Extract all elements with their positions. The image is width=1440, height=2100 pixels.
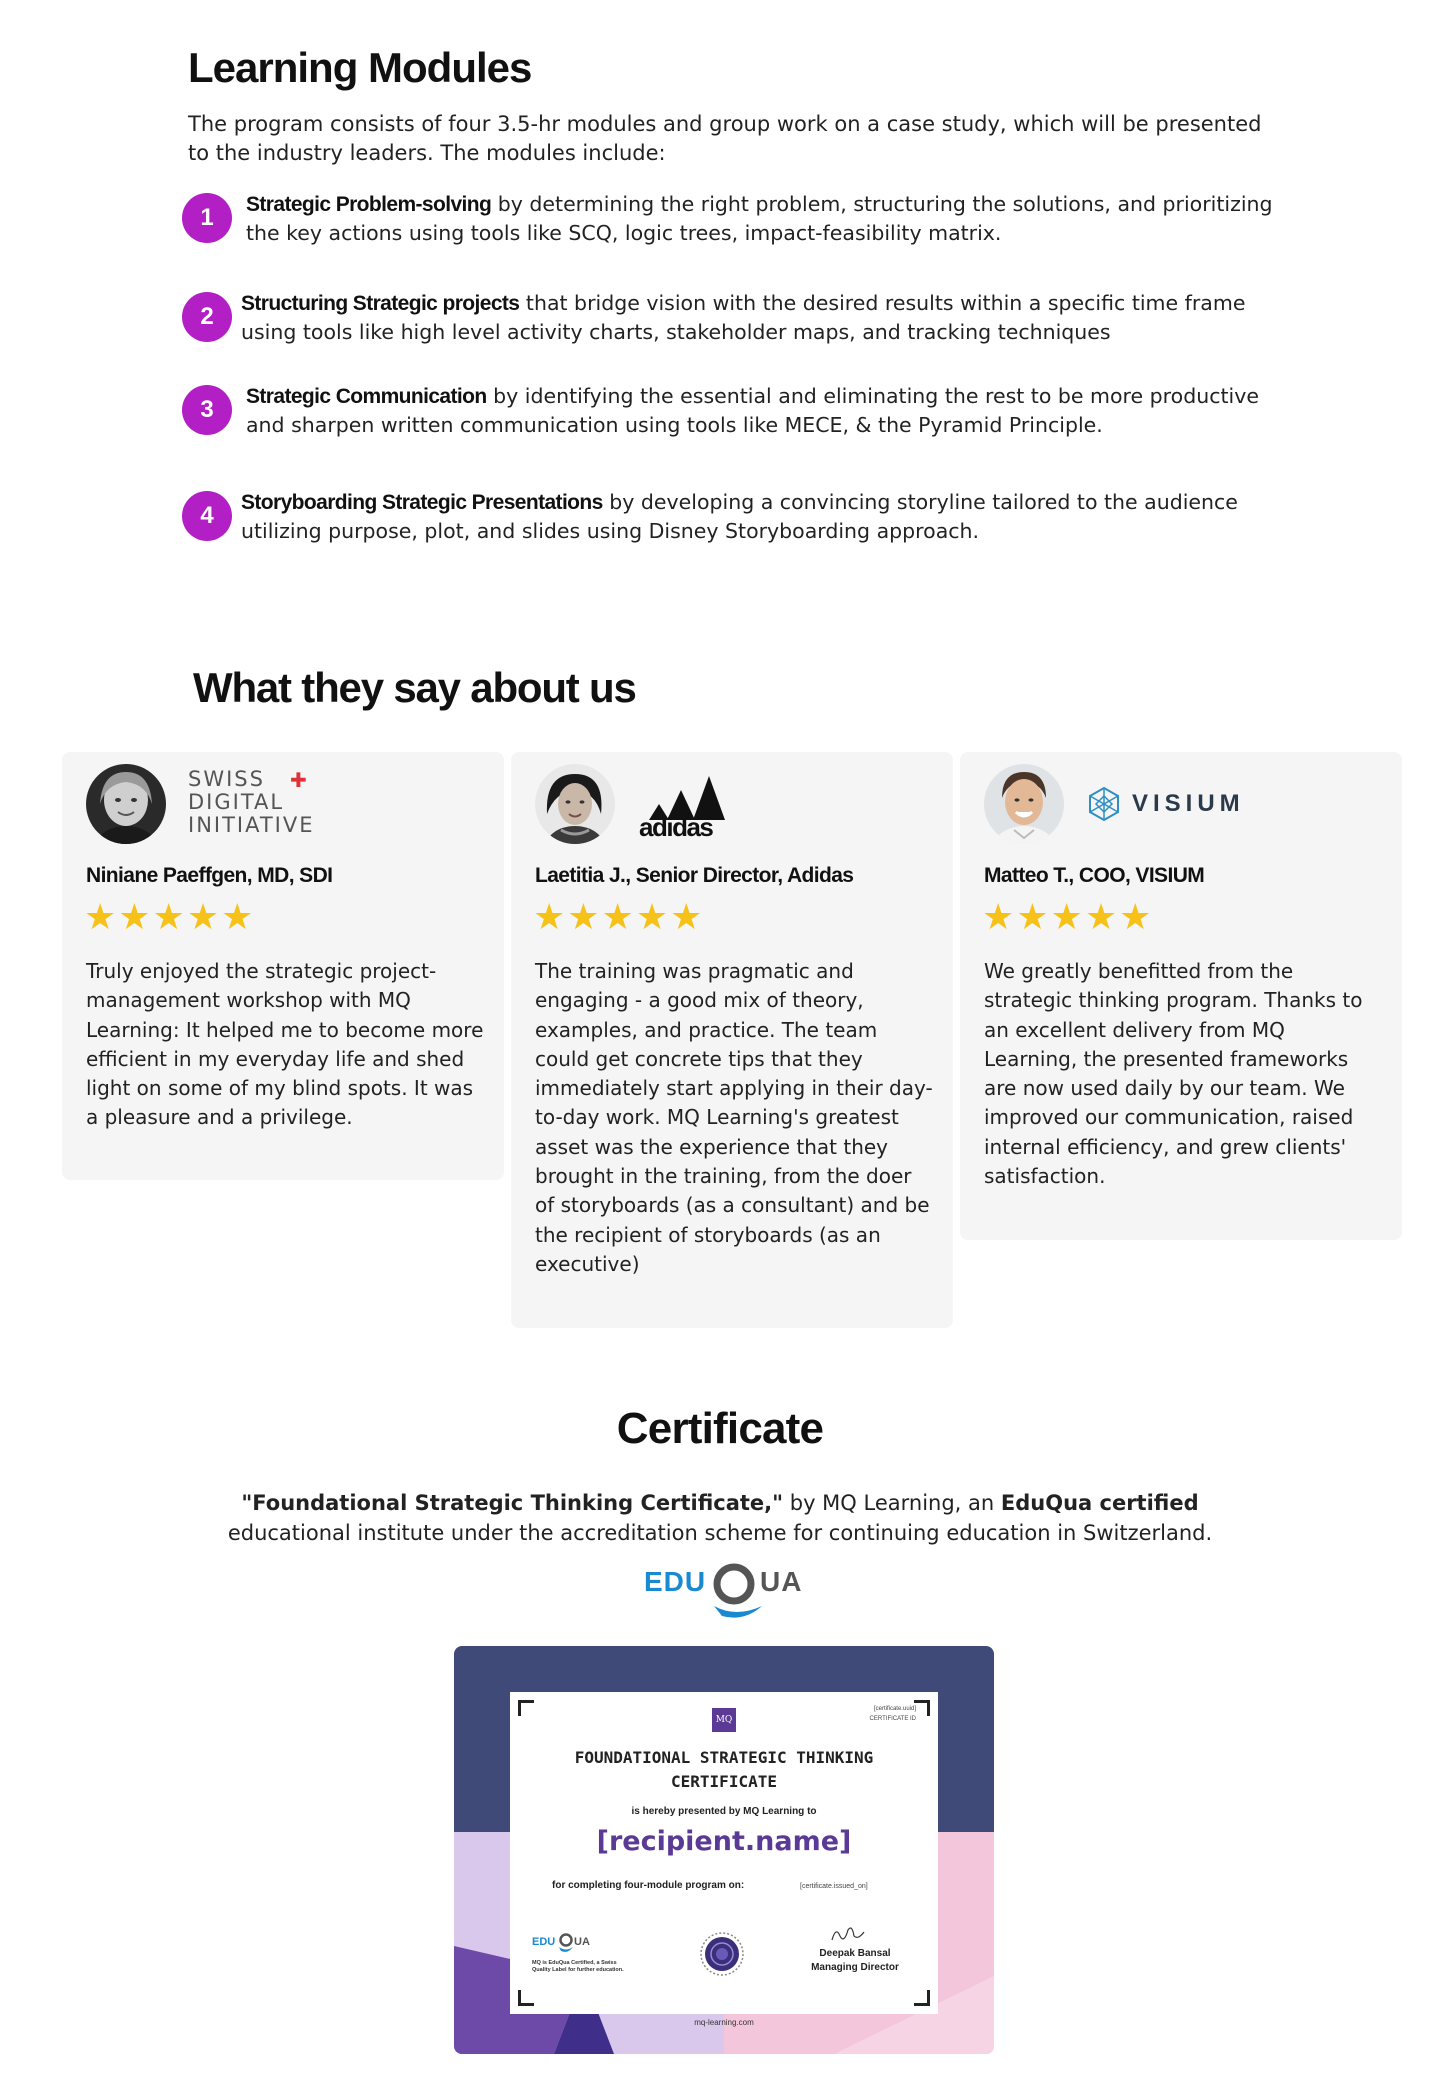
mq-logo: MQ <box>712 1708 736 1732</box>
adidas-logo: adidas <box>637 772 727 842</box>
module-number-badge: 4 <box>182 491 232 541</box>
certificate-text-part: by MQ Learning, an <box>783 1491 1001 1515</box>
module-text: by developing a convincing storyline tailored to the audience utilizing purpose, plot, and slides using Disney Storyboarding approach. <box>241 490 1238 543</box>
sdi-logo: SWISS DIGITAL INITIATIVE <box>188 767 315 837</box>
certificate-title-line2: CERTIFICATE <box>671 1772 777 1791</box>
certificate-text-part: educational institute under the accreditation scheme for continuing education in Switzerland. <box>227 1521 1213 1545</box>
module-text: by identifying the essential and eliminating the rest to be more productive and sharpen written communication using tools like MECE, & the Pyramid Principle. <box>246 384 1259 437</box>
module-title: Strategic Problem-solving <box>246 193 492 216</box>
certificate-id-label: CERTIFICATE ID <box>869 1716 916 1722</box>
testimonial-quote: We greatly benefitted from the strategic thinking program. Thanks to an excellent delivery from MQ Learning, the presented frameworks are now used daily by our team. We improved our communication, raised internal efficiency, and grew clients' satisfaction. <box>984 959 1363 1189</box>
testimonial-quote: Truly enjoyed the strategic project-management workshop with MQ Learning: It helped me to become more efficient in my everyday life and shed light on some of my blind spots. It was a pleasure and a privilege. <box>86 959 484 1130</box>
signer-name: Deepak Bansal <box>819 1948 891 1959</box>
module-number-badge: 1 <box>182 193 232 243</box>
module-number-badge: 3 <box>182 385 232 435</box>
module-description <box>241 488 1291 546</box>
testimonial-card-sdi <box>62 752 504 1180</box>
testimonial-card-visium <box>960 752 1402 1240</box>
modules-intro-text: The program consists of four 3.5-hr modules and group work on a case study, which will be presented to the industry leaders. The modules include: <box>188 112 1262 165</box>
testimonial-quote: The training was pragmatic and engaging - a good mix of theory, examples, and practice. The team could get concrete tips that they immediately start applying in their day-to-day work. MQ Learning's greatest asset was the experience that they brought in the training, from the doer of storyboards (as a consultant) and be the recipient of storyboards (as an executive) <box>535 959 933 1276</box>
certificate-image <box>454 1646 994 2054</box>
star-rating: ★★★★★ <box>84 896 256 937</box>
module-title: Structuring Strategic projects <box>241 292 520 315</box>
certificate-heading: Certificate <box>616 1404 824 1453</box>
module-title: Storyboarding Strategic Presentations <box>241 491 603 514</box>
module-title: Strategic Communication <box>246 385 487 408</box>
learning-modules-heading: Learning Modules <box>188 44 532 91</box>
star-rating: ★★★★★ <box>982 896 1154 937</box>
module-description <box>241 289 1291 347</box>
certificate-website: mq-learning.com <box>694 2018 754 2027</box>
testimonial-card-adidas <box>511 752 953 1328</box>
eduqua-certified-text: EduQua certified <box>1000 1491 1199 1515</box>
eduqua-note: MQ is EduQua Certified, a Swiss Quality Label for further education. <box>532 1960 624 1973</box>
star-rating: ★★★★★ <box>533 896 705 937</box>
seal-icon <box>700 1932 744 1976</box>
eduqua-small-logo: EDU UA <box>532 1932 612 1956</box>
avatar <box>984 764 1064 844</box>
completing-text: for completing four-module program on: <box>552 1880 745 1891</box>
module-description <box>246 382 1296 440</box>
module-text: by determining the right problem, structuring the solutions, and prioritizing the key actions using tools like SCQ, logic trees, impact-feasibility matrix. <box>246 192 1273 245</box>
recipient-name: [recipient.name] <box>596 1826 852 1857</box>
issued-on: [certificate.issued_on] <box>800 1883 868 1890</box>
certificate-name: "Foundational Strategic Thinking Certificate," <box>241 1491 784 1515</box>
module-number-badge: 2 <box>182 292 232 342</box>
signature-icon <box>830 1924 870 1944</box>
module-description <box>246 190 1296 248</box>
testimonial-author: Laetitia J., Senior Director, Adidas <box>535 864 854 887</box>
signer-title: Managing Director <box>811 1962 899 1973</box>
avatar <box>535 764 615 844</box>
swiss-cross-icon: ✚ <box>290 770 307 792</box>
eduqua-logo: EDU UA <box>638 1556 808 1622</box>
avatar <box>86 764 166 844</box>
certificate-paper <box>510 1692 938 2014</box>
visium-logo: VISIUM <box>1086 786 1286 826</box>
presented-text: is hereby presented by MQ Learning to <box>631 1806 817 1817</box>
testimonials-heading: What they say about us <box>193 664 636 711</box>
testimonial-author: Niniane Paeffgen, MD, SDI <box>86 864 333 887</box>
certificate-uuid: [certificate.uuid] <box>873 1706 916 1712</box>
testimonial-author: Matteo T., COO, VISIUM <box>984 864 1205 887</box>
certificate-description <box>180 1488 1260 1548</box>
certificate-title-line1: FOUNDATIONAL STRATEGIC THINKING <box>574 1748 874 1767</box>
module-text: that bridge vision with the desired results within a specific time frame using tools like high level activity charts, stakeholder maps, and tracking techniques <box>241 291 1246 344</box>
